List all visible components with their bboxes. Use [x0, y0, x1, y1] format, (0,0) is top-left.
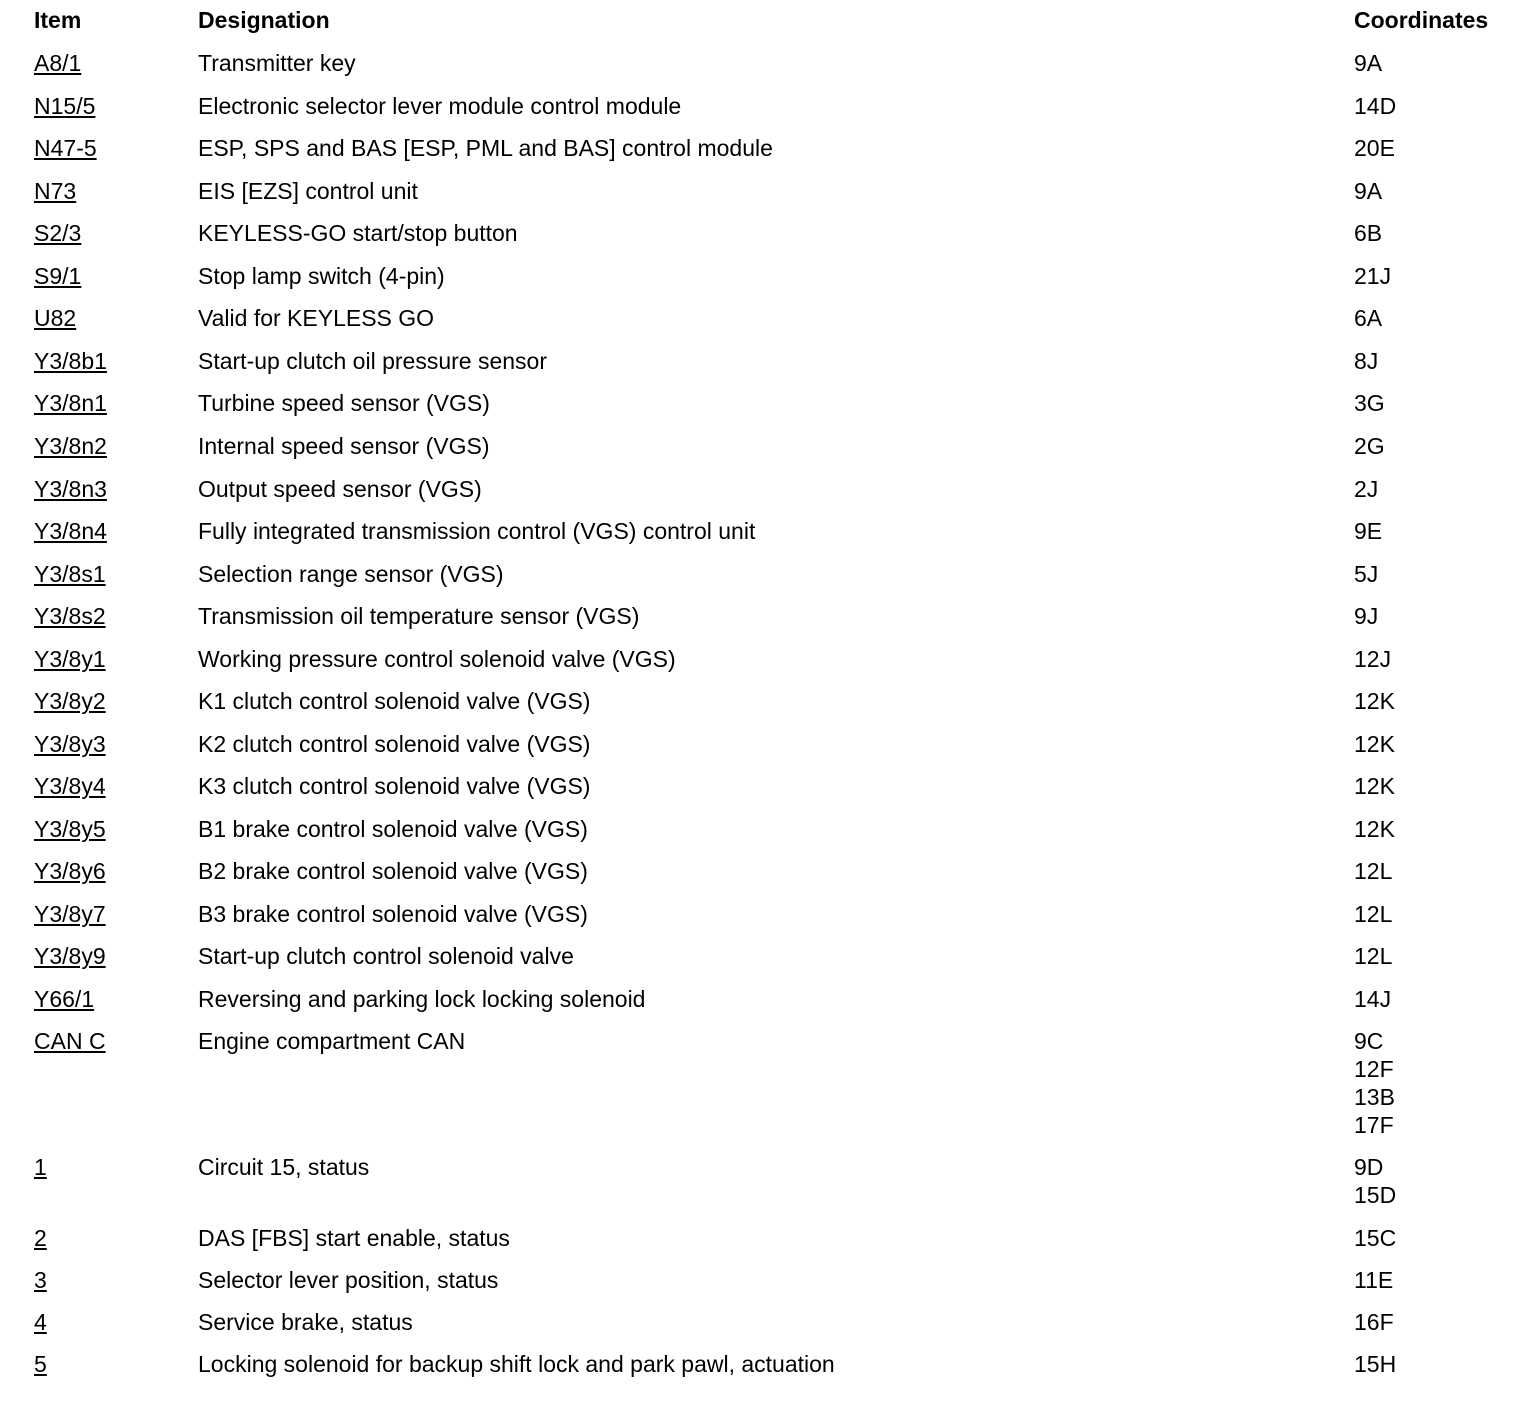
item-cell: [34, 92, 95, 120]
coordinate-value: 12J: [1354, 646, 1392, 672]
item-cell: [34, 900, 106, 928]
header-coordinates: Coordinates: [1354, 7, 1489, 33]
coordinates-cell: [1354, 942, 1392, 970]
coordinates-cell: [1354, 1153, 1396, 1209]
coordinates-cell: [1354, 985, 1391, 1013]
coordinate-value: 9J: [1354, 603, 1379, 629]
item-cell: [34, 177, 76, 205]
designation-cell: Working pressure control solenoid valve (VGS): [198, 646, 676, 672]
coordinate-value: 12K: [1354, 731, 1395, 757]
coordinate-value: 17F: [1354, 1112, 1394, 1138]
coordinate-value: 11E: [1354, 1267, 1394, 1293]
designation-cell: Fully integrated transmission control (VGS) control unit: [198, 518, 756, 544]
item-link[interactable]: Y3/8n1: [34, 390, 107, 416]
coordinate-value: 9E: [1354, 518, 1383, 544]
designation-cell: Transmission oil temperature sensor (VGS): [198, 603, 640, 629]
coordinate-value: 20E: [1354, 135, 1395, 161]
item-link[interactable]: Y3/8s2: [34, 603, 106, 629]
designation-cell: Start-up clutch oil pressure sensor: [198, 348, 547, 374]
item-link[interactable]: Y3/8y1: [34, 646, 106, 672]
coordinates-cell: [1354, 815, 1395, 843]
item-link[interactable]: Y3/8n4: [34, 518, 107, 544]
designation-cell: Start-up clutch control solenoid valve: [198, 943, 574, 969]
coordinates-cell: [1354, 389, 1385, 417]
coordinate-value: 3G: [1354, 390, 1385, 416]
coordinate-value: 16F: [1354, 1309, 1394, 1335]
item-cell: [34, 49, 81, 77]
item-cell: [34, 304, 76, 332]
designation-cell: Selector lever position, status: [198, 1267, 499, 1293]
designation-cell: Circuit 15, status: [198, 1154, 370, 1180]
coordinates-cell: [1354, 687, 1395, 715]
coordinate-value: 12K: [1354, 816, 1395, 842]
designation-cell: B3 brake control solenoid valve (VGS): [198, 901, 588, 927]
item-cell: [34, 1308, 47, 1336]
item-link[interactable]: Y3/8n3: [34, 476, 107, 502]
coordinates-cell: [1354, 772, 1395, 800]
coordinate-value: 2G: [1354, 433, 1385, 459]
coordinates-cell: [1354, 219, 1382, 247]
coordinate-value: 9A: [1354, 178, 1383, 204]
designation-cell: Output speed sensor (VGS): [198, 476, 482, 502]
coordinate-value: 12L: [1354, 901, 1393, 927]
coordinates-cell: [1354, 857, 1392, 885]
designation-cell: Electronic selector lever module control module: [198, 93, 682, 119]
item-link[interactable]: 4: [34, 1309, 47, 1335]
designation-cell: Turbine speed sensor (VGS): [198, 390, 490, 416]
item-link[interactable]: N47-5: [34, 135, 97, 161]
designation-cell: KEYLESS-GO start/stop button: [198, 220, 518, 246]
coordinate-value: 2J: [1354, 476, 1379, 502]
designation-cell: B1 brake control solenoid valve (VGS): [198, 816, 588, 842]
item-cell: [34, 1350, 47, 1378]
item-link[interactable]: N73: [34, 178, 77, 204]
coordinates-cell: [1354, 517, 1382, 545]
designation-cell: Service brake, status: [198, 1309, 413, 1335]
designation-cell: Selection range sensor (VGS): [198, 561, 504, 587]
coordinate-value: 9C: [1354, 1028, 1384, 1054]
item-cell: [34, 730, 106, 758]
coordinate-value: 6B: [1354, 220, 1383, 246]
coordinates-cell: [1354, 900, 1392, 928]
item-link[interactable]: S2/3: [34, 220, 82, 246]
item-cell: [34, 1266, 47, 1294]
designation-cell: Locking solenoid for backup shift lock and park pawl, actuation: [198, 1351, 835, 1377]
coordinates-cell: [1354, 1266, 1393, 1294]
coordinates-cell: [1354, 432, 1385, 460]
designation-cell: ESP, SPS and BAS [ESP, PML and BAS] control module: [198, 135, 773, 161]
coordinates-cell: [1354, 730, 1395, 758]
item-cell: [34, 262, 81, 290]
coordinate-value: 14D: [1354, 93, 1397, 119]
designation-cell: Transmitter key: [198, 50, 356, 76]
designation-cell: Engine compartment CAN: [198, 1028, 466, 1054]
coordinate-value: 9A: [1354, 50, 1383, 76]
item-cell: [34, 985, 94, 1013]
coordinate-value: 13B: [1354, 1084, 1395, 1110]
item-cell: [34, 560, 106, 588]
coordinates-cell: [1354, 475, 1378, 503]
coordinate-value: 8J: [1354, 348, 1379, 374]
item-link[interactable]: Y3/8y2: [34, 688, 106, 714]
coordinate-value: 12K: [1354, 688, 1395, 714]
item-cell: [34, 1224, 47, 1252]
item-link[interactable]: Y3/8y4: [34, 773, 106, 799]
designation-cell: Valid for KEYLESS GO: [198, 305, 435, 331]
designation-cell: DAS [FBS] start enable, status: [198, 1225, 510, 1251]
coordinate-value: 12L: [1354, 943, 1393, 969]
item-link[interactable]: Y66/1: [34, 986, 95, 1012]
coordinates-cell: [1354, 92, 1396, 120]
item-cell: [34, 389, 107, 417]
item-cell: [34, 219, 81, 247]
item-cell: [34, 517, 107, 545]
coordinate-value: 21J: [1354, 263, 1392, 289]
coordinates-cell: [1354, 177, 1382, 205]
item-link[interactable]: Y3/8b1: [34, 348, 107, 374]
header-designation: Designation: [198, 7, 330, 33]
item-link[interactable]: U82: [34, 305, 77, 331]
designation-cell: Internal speed sensor (VGS): [198, 433, 490, 459]
coordinate-value: 12F: [1354, 1056, 1394, 1082]
coordinate-value: 6A: [1354, 305, 1383, 331]
coordinate-value: 5J: [1354, 561, 1379, 587]
coordinate-value: 14J: [1354, 986, 1392, 1012]
item-cell: [34, 134, 97, 162]
coordinates-cell: [1354, 1350, 1396, 1378]
coordinate-value: 15H: [1354, 1351, 1397, 1377]
designation-cell: B2 brake control solenoid valve (VGS): [198, 858, 588, 884]
item-link[interactable]: Y3/8n2: [34, 433, 107, 459]
coordinates-cell: [1354, 1027, 1395, 1139]
coordinates-cell: [1354, 347, 1378, 375]
item-link[interactable]: Y3/8y9: [34, 943, 106, 969]
item-link[interactable]: Y3/8y5: [34, 816, 106, 842]
designation-cell: K1 clutch control solenoid valve (VGS): [198, 688, 591, 714]
item-link[interactable]: Y3/8y7: [34, 901, 106, 927]
item-cell: [34, 432, 107, 460]
item-link[interactable]: Y3/8y6: [34, 858, 106, 884]
item-cell: [34, 857, 106, 885]
item-cell: [34, 815, 106, 843]
item-link[interactable]: A8/1: [34, 50, 82, 76]
item-link[interactable]: 5: [34, 1351, 47, 1377]
item-cell: [34, 475, 107, 503]
item-link[interactable]: N15/5: [34, 93, 96, 119]
coordinate-value: 15C: [1354, 1225, 1397, 1251]
item-cell: [34, 687, 106, 715]
item-cell: [34, 1153, 47, 1181]
coordinate-value: 9D: [1354, 1154, 1384, 1180]
item-cell: [34, 645, 106, 673]
item-link[interactable]: CAN C: [34, 1028, 106, 1054]
coordinates-cell: [1354, 560, 1378, 588]
item-cell: [34, 347, 107, 375]
item-cell: [34, 942, 106, 970]
coordinates-cell: [1354, 304, 1382, 332]
item-link[interactable]: Y3/8y3: [34, 731, 106, 757]
coordinates-cell: [1354, 49, 1382, 77]
designation-cell: EIS [EZS] control unit: [198, 178, 418, 204]
coordinates-cell: [1354, 1308, 1394, 1336]
item-cell: [34, 602, 106, 630]
designation-cell: Stop lamp switch (4-pin): [198, 263, 445, 289]
item-link[interactable]: S9/1: [34, 263, 82, 289]
item-link[interactable]: 1: [34, 1154, 47, 1180]
coordinates-cell: [1354, 645, 1391, 673]
designation-cell: K2 clutch control solenoid valve (VGS): [198, 731, 591, 757]
coordinate-value: 12K: [1354, 773, 1395, 799]
item-cell: [34, 772, 106, 800]
coordinate-value: 15D: [1354, 1182, 1397, 1208]
coordinates-cell: [1354, 1224, 1396, 1252]
coordinates-cell: [1354, 602, 1378, 630]
header-item: Item: [34, 7, 82, 33]
coordinates-cell: [1354, 262, 1391, 290]
coordinates-cell: [1354, 134, 1395, 162]
item-link[interactable]: Y3/8s1: [34, 561, 106, 587]
designation-cell: Reversing and parking lock locking solenoid: [198, 986, 646, 1012]
item-cell: [34, 1027, 106, 1055]
designation-cell: K3 clutch control solenoid valve (VGS): [198, 773, 591, 799]
item-link[interactable]: 3: [34, 1267, 47, 1293]
item-link[interactable]: 2: [34, 1225, 47, 1251]
coordinate-value: 12L: [1354, 858, 1393, 884]
